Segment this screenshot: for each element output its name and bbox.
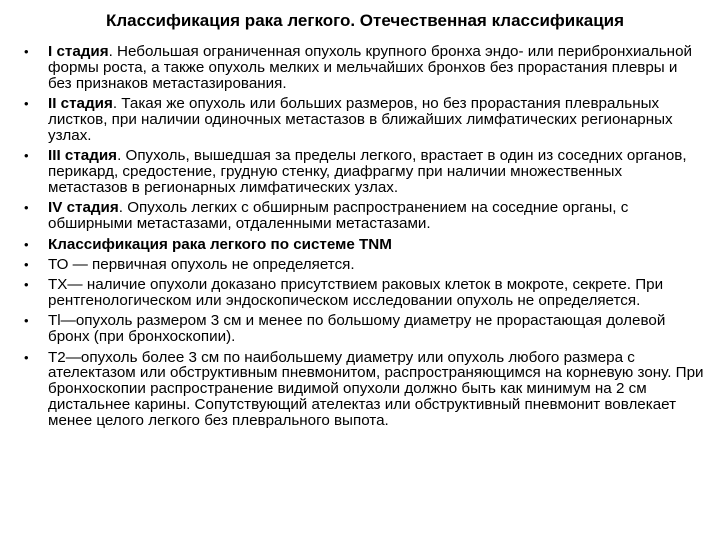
bullet-icon: •	[24, 256, 29, 272]
list-item	[24, 277, 704, 309]
slide-title: Классификация рака легкого. Отечественная классификация	[105, 11, 625, 30]
list-item	[24, 148, 704, 196]
item-text: . Опухоль легких с обширным распространением на соседние органы, с обширными метастазами, отдаленными метастазами.	[48, 199, 629, 233]
bullet-icon: •	[24, 349, 29, 365]
item-text: . Такая же опухоль или больших размеров, но без прорастания плевральных листков, при наличии одиночных метастазов в ближайших лимфатических регионарных узлах.	[48, 95, 673, 144]
stage-heading: III стадия	[48, 147, 118, 165]
bullet-list	[24, 44, 704, 433]
item-text: Тl—опухоль размером 3 см и менее по большому диаметру не прорастающая долевой бронх (при бронхоскопии).	[48, 312, 666, 346]
stage-heading: IV стадия	[48, 199, 119, 217]
list-item	[24, 96, 704, 144]
list-item	[24, 350, 704, 430]
stage-heading: II стадия	[48, 95, 113, 113]
list-item	[24, 44, 704, 92]
item-text: ТХ— наличие опухоли доказано присутствием раковых клеток в мокроте, секрете. При рентгенологическом или эндоскопическом исследовании опухоль не определяется.	[48, 276, 664, 310]
list-item	[24, 200, 704, 232]
list-item	[24, 237, 704, 253]
item-text: Т2—опухоль более 3 см по наибольшему диаметру или опухоль любого размера с ателектазом или обструктивным пневмонитом, распространяющимся на корневую зону. При бронхоскопии распространение видимой опухоли должно быть как минимум на 2 см дистальнее карины. Сопутствующий ателектаз или обструктивный пневмонит вовлекает менее целого легкого без плеврального выпота.	[48, 348, 704, 430]
bullet-icon: •	[24, 148, 29, 164]
section-heading: Классификация рака легкого по системе TNM	[48, 235, 392, 253]
bullet-icon: •	[24, 200, 29, 216]
item-text: ТО — первичная опухоль не определяется.	[48, 255, 355, 273]
stage-heading: I стадия	[48, 43, 109, 60]
bullet-icon: •	[24, 277, 29, 293]
list-item	[24, 257, 704, 273]
list-item	[24, 313, 704, 345]
item-text: . Небольшая ограниченная опухоль крупного бронха эндо- или перибронхиальной формы роста, а также опухоль мелких и мельчайших бронхов без прорастания плевры и без признаков метастазирования.	[48, 43, 692, 92]
bullet-icon: •	[24, 313, 29, 329]
bullet-icon: •	[24, 44, 29, 59]
bullet-icon: •	[24, 236, 29, 252]
bullet-icon: •	[24, 96, 29, 112]
item-text: . Опухоль, вышедшая за пределы легкого, врастает в один из соседних органов, перикард, средостение, грудную стенку, диафрагму при наличии множественных метастазов в регионарных лимфатических узлах.	[48, 147, 687, 197]
